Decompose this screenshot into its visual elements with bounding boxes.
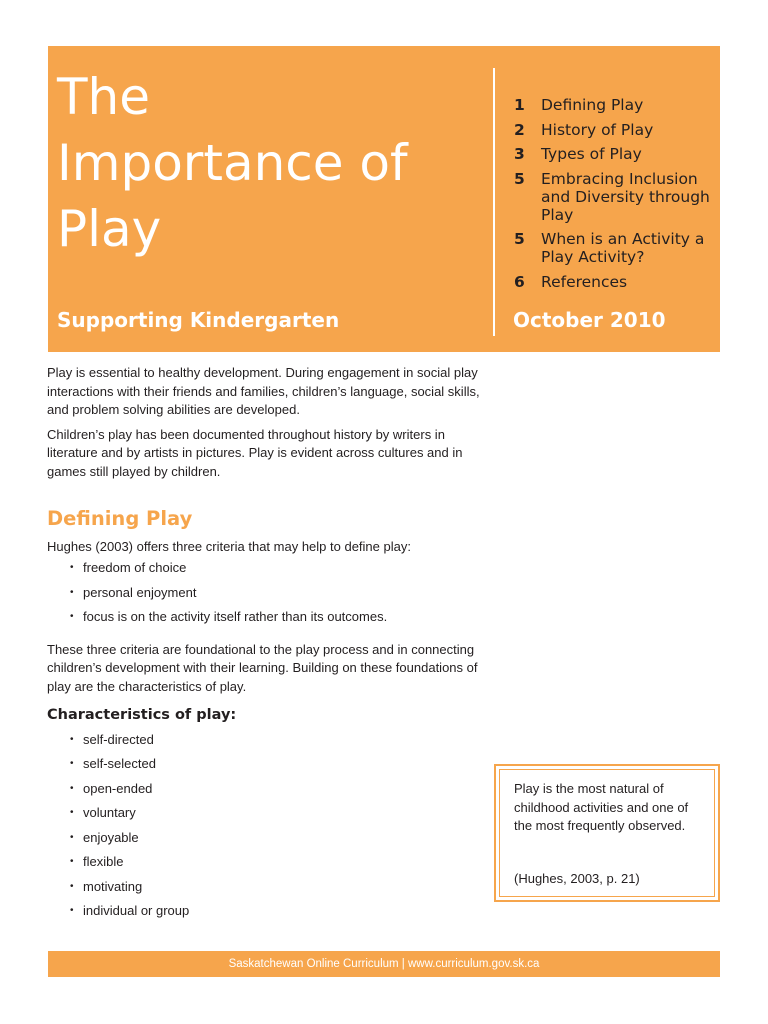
publication-date: October 2010: [513, 308, 666, 332]
list-item: • motivating: [70, 878, 497, 897]
toc-page-number: 5: [514, 169, 525, 188]
toc-page-number: 3: [514, 145, 525, 163]
quote-box: [494, 764, 720, 902]
footer-text[interactable]: Saskatchewan Online Curriculum | www.curriculum.gov.sk.ca: [228, 958, 540, 970]
header-banner: [48, 46, 720, 352]
intro-paragraph: Play is essential to healthy development. During engagement in social play interactions with their friends and families, children’s language, social skills, and problem solving abilities are developed.: [47, 365, 480, 417]
title-line-3: Play: [57, 200, 162, 258]
toc-item[interactable]: [514, 273, 719, 291]
characteristics-heading: Characteristics of play:: [47, 707, 237, 723]
toc-item[interactable]: [514, 121, 719, 139]
list-item: • freedom of choice: [70, 559, 497, 578]
toc-page-number: 1: [514, 96, 525, 114]
toc-page-number: 2: [514, 120, 525, 139]
toc-label: References: [541, 272, 628, 291]
list-item: • self-directed: [70, 731, 497, 750]
section-heading-defining-play: Defining Play: [47, 507, 193, 530]
list-item: • personal enjoyment: [70, 584, 497, 603]
criteria-list: [47, 559, 497, 627]
list-item: • open-ended: [70, 780, 497, 799]
list-item: • self-selected: [70, 755, 497, 774]
footer-bar: [48, 951, 720, 977]
document-title: [57, 64, 477, 262]
toc-page-number: 5: [514, 230, 525, 248]
criteria-intro: Hughes (2003) offers three criteria that may help to define play:: [47, 538, 411, 554]
toc-label: Types of Play: [541, 145, 642, 163]
toc-item[interactable]: [514, 170, 719, 224]
title-line-2: Importance of: [57, 134, 408, 192]
title-line-1: The: [57, 68, 150, 126]
quote-text: Play is the most natural of childhood activities and one of the most frequently observed.: [514, 781, 689, 833]
toc-label: Embracing Inclusion and Diversity through Play: [541, 169, 710, 224]
toc-label: History of Play: [541, 120, 654, 139]
list-item: • enjoyable: [70, 829, 497, 848]
characteristics-list: [47, 731, 497, 921]
toc-item[interactable]: [514, 96, 719, 114]
toc-label: Defining Play: [541, 96, 644, 114]
list-item: • flexible: [70, 853, 497, 872]
main-content: [47, 364, 497, 935]
table-of-contents: [514, 96, 719, 297]
history-paragraph: Children’s play has been documented throughout history by writers in literature and by artists in pictures. Play is evident across cultures and in games still played by children.: [47, 426, 463, 479]
list-item: • voluntary: [70, 804, 497, 823]
toc-item[interactable]: [514, 145, 719, 163]
toc-label: When is an Activity a Play Activity?: [541, 230, 705, 266]
document-subtitle: Supporting Kindergarten: [57, 308, 340, 332]
header-divider: [493, 68, 495, 336]
quote-citation: (Hughes, 2003, p. 21): [514, 871, 640, 886]
toc-page-number: 6: [514, 272, 525, 291]
foundations-paragraph: These three criteria are foundational to the play process and in connecting children’s development with their learning. Building on these foundations of play are the characteristics of play.: [47, 641, 478, 694]
list-item: • focus is on the activity itself rather than its outcomes.: [70, 608, 497, 627]
toc-item[interactable]: [514, 230, 719, 266]
list-item: • individual or group: [70, 902, 497, 921]
